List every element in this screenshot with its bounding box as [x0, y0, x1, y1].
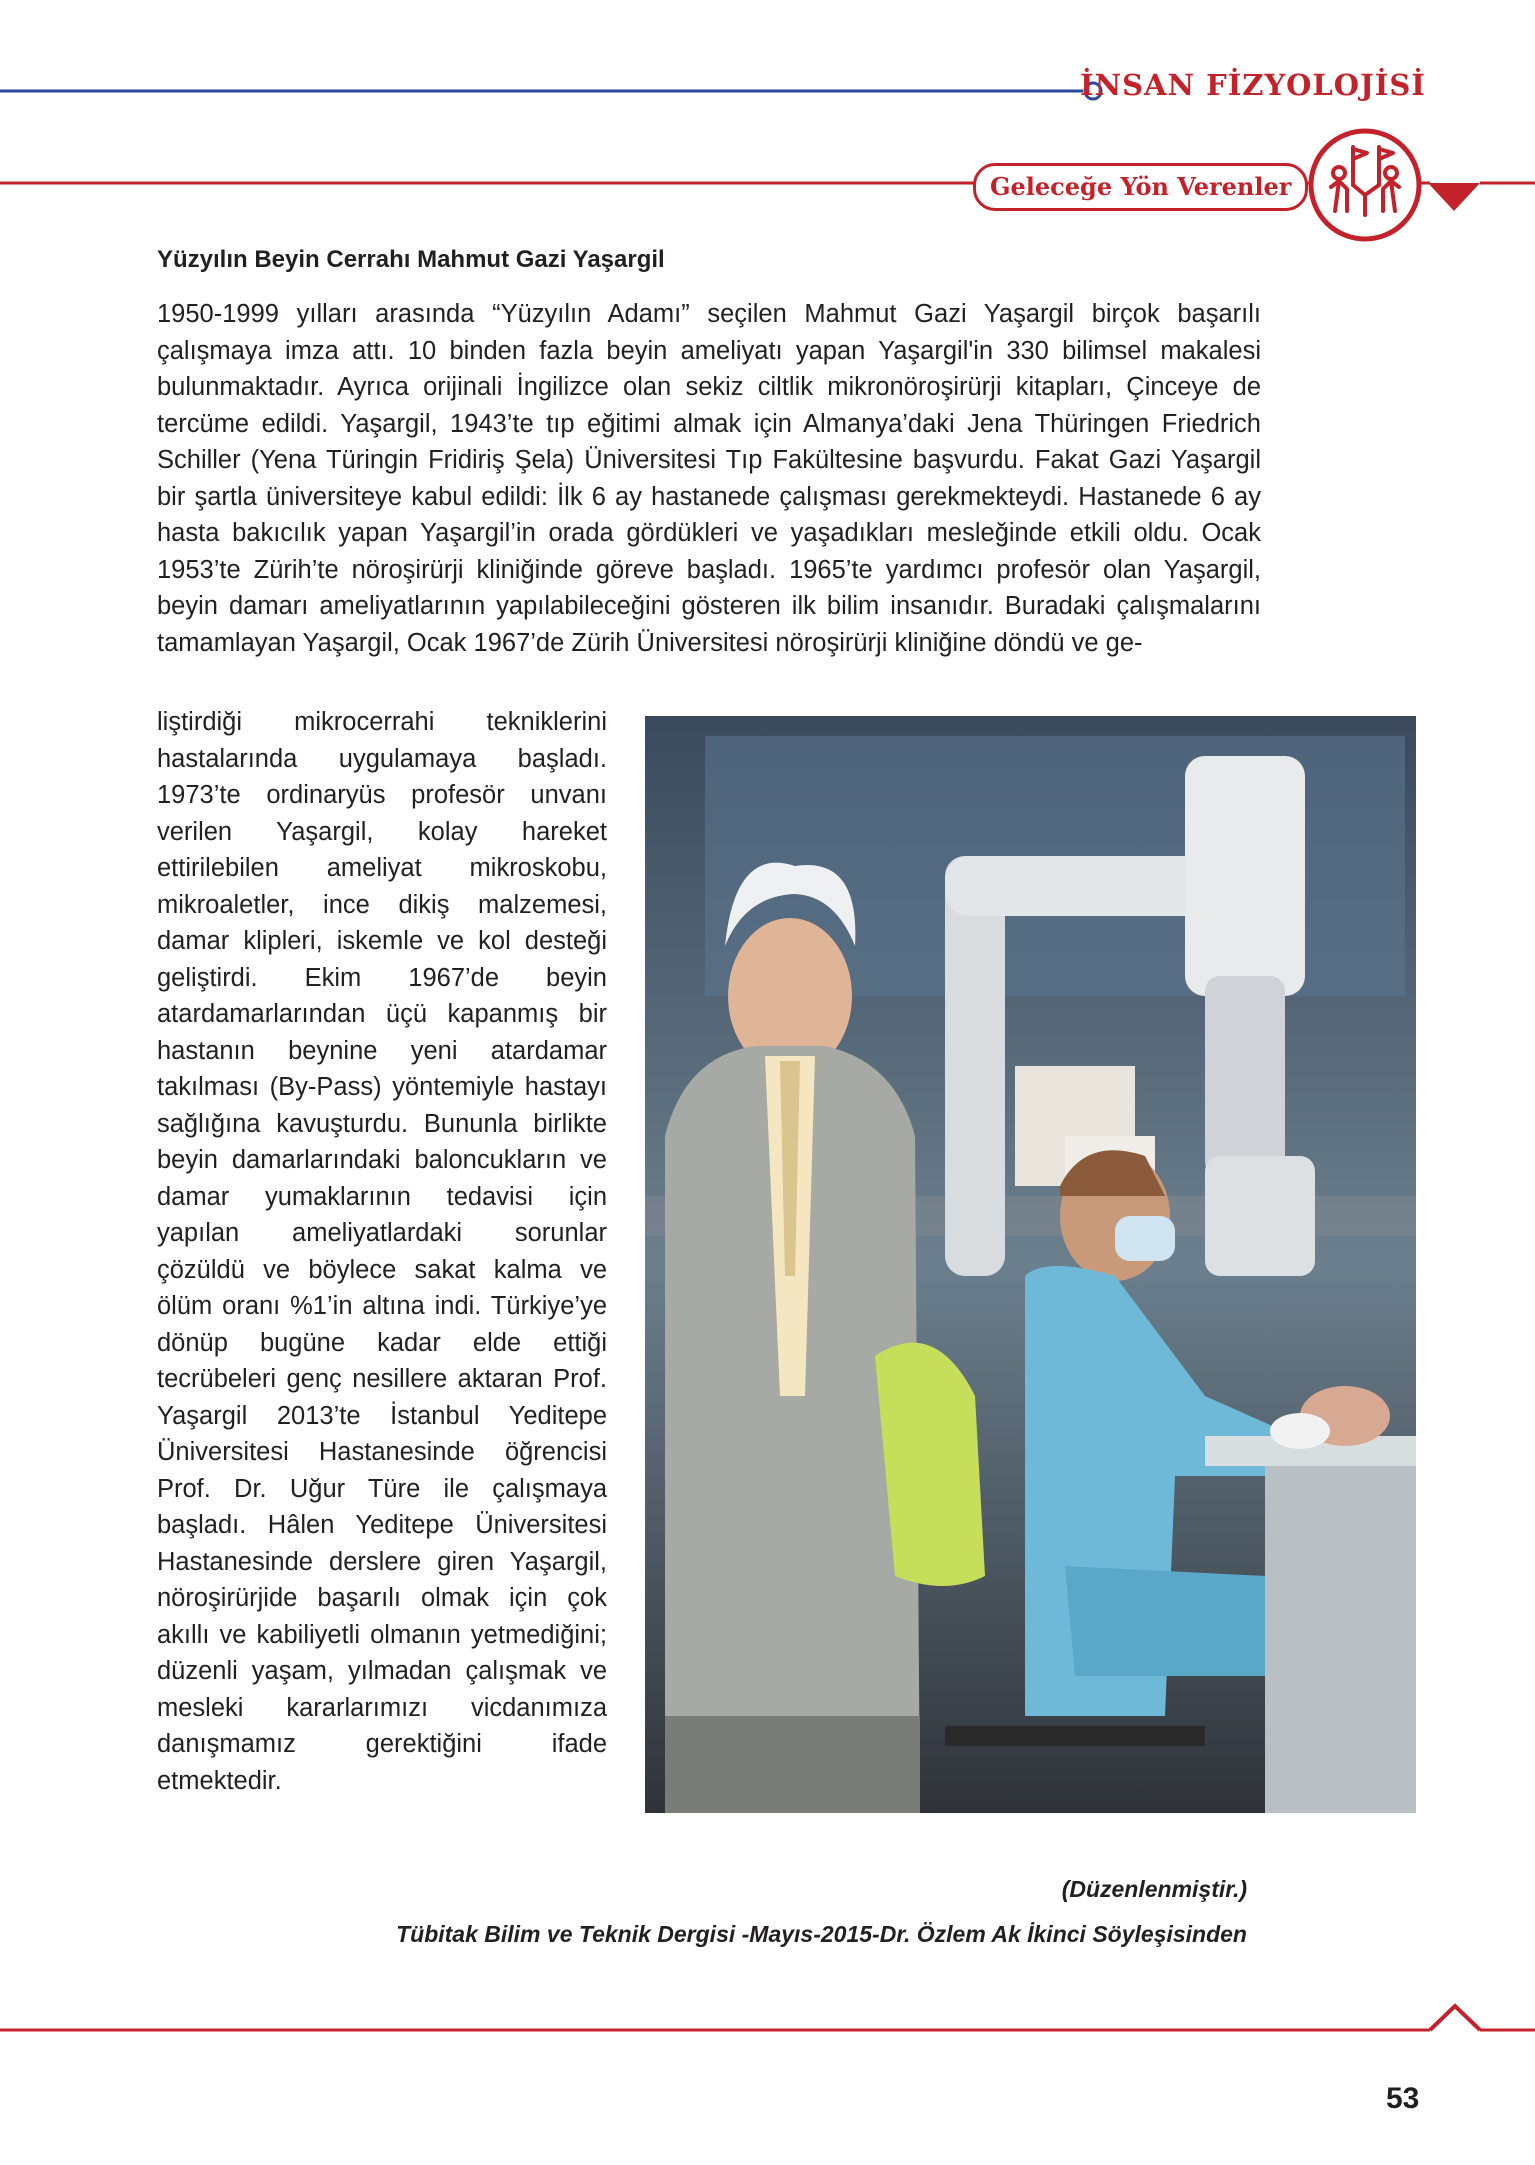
article-column-text: liştirdiği mikrocerrahi tekniklerini hastalarında uygulamaya başladı. 1973’te ordinaryüs profesör unvanı verilen Yaşargil, kolay hareket ettirilebilen ameliyat mikroskobu, mikroaletler, ince dikiş malzemesi, damar klipleri, iskemle ve kol desteği geliştirdi. Ekim 1967’de beyin atardamarlarından üçü kapanmış bir hastanın beynine yeni atardamar takılması (By-Pass) yöntemiyle hastayı sağlığına kavuşturdu. Bununla birlikte beyin damarlarındaki baloncukların ve damar yumaklarının tedavisi için yapılan ameliyatlardaki sorunlar çözüldü ve böylece sakat kalma ve ölüm oranı %1’in altına indi. Türkiye’ye dönüp bugüne kadar elde ettiği tecrübeleri genç nesillere aktaran Prof. Yaşargil 2013’te İstanbul Yeditepe Üniversitesi Hastanesinde öğrencisi Prof. Dr. Uğur Türe ile çalışmaya başladı. Hâlen Yeditepe Üniversitesi Hastanesinde derslere giren Yaşargil, nöroşirürjide başarılı olmak için çok akıllı ve kabiliyetli olmanın yetmediğini; düzenli yaşam, yılmadan çalışmak ve mesleki kararlarımızı vicdanımıza danışmamız gerektiğini ifade etmektedir.	[157, 708, 607, 1795]
article-heading: Yüzyılın Beyin Cerrahı Mahmut Gazi Yaşargil	[157, 246, 665, 273]
people-flag-icon	[1305, 125, 1425, 245]
section-title: İNSAN FİZYOLOJİSİ	[1080, 68, 1426, 102]
footer-rule	[0, 1990, 1535, 2050]
page-number: 53	[1386, 2082, 1420, 2115]
article-intro-paragraph: 1950-1999 yılları arasında “Yüzyılın Adamı” seçilen Mahmut Gazi Yaşargil birçok başarılı çalışmaya imza attı. 10 binden fazla beyin ameliyatı yapan Yaşargil'in 330 bilimsel makalesi bulunmaktadır. Ayrıca orijinali İngilizce olan sekiz ciltlik mikronöroşirürji kitapları, Çinceye de tercüme edildi. Yaşargil, 1943’te tıp eğitimi almak için Almanya’daki Jena Thüringen Friedrich Schiller (Yena Türingin Fridiriş Şela) Üniversitesi Tıp Fakültesine başvurdu. Fakat Gazi Yaşargil bir şartla üniversiteye kabul edildi: İlk 6 ay hastanede çalışması gerekmekteydi. Hastanede 6 ay hasta bakıcılık yapan Yaşargil’in orada gördükleri ve yaşadıkları mesleğinde etkili oldu. Ocak 1953’te Zürih’te nöroşirürji kliniğinde göreve başladı. 1965’te yardımcı profesör olan Yaşargil, beyin damarı ameliyatlarının yapılabileceğini gösteren ilk bilim insanıdır. Buradaki çalışmalarını tamamlayan Yaşargil, Ocak 1967’de Zürih Üniversitesi nöroşirürji kliniğine döndü ve ge-	[157, 300, 1261, 657]
section-badge: Geleceğe Yön Verenler	[973, 163, 1308, 211]
source-caption: Tübitak Bilim ve Teknik Dergisi -Mayıs-2015-Dr. Özlem Ak İkinci Söyleşisinden	[396, 1921, 1247, 1947]
article-photo	[645, 716, 1416, 1813]
edit-note-caption: (Düzenlenmiştir.)	[1061, 1876, 1247, 1902]
